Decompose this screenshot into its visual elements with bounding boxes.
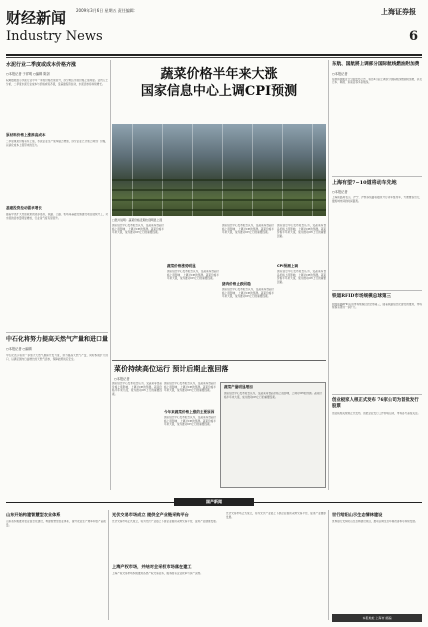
- middle-divider: [112, 360, 326, 361]
- lead-photo: [112, 124, 326, 216]
- bottom-article-4-body: 世界银行支持阳山生态林建设项目，推动区域生态环境改善和可持续发展。: [332, 520, 418, 523]
- lead-col-4: 国家信息中心发布报告认为，受蔬菜等食品价格上涨影响，上调对CPI的预测。蔬菜价格半年来大涨，成为推动CPI上行的重要因素。: [277, 224, 326, 238]
- left-article-1-sub1: 原材料价格上涨推高成本: [6, 133, 46, 137]
- lead-sub-3: CPI预测上调: [277, 264, 298, 268]
- lead-headline-1: 蔬菜价格半年来大涨: [160, 67, 278, 82]
- bottom-article-1-body: 山东省积极推进农业信息化建设，构建智慧型农业体系，提升农业生产效率和农产品质量。: [6, 520, 106, 527]
- bottom-divider-1: [108, 510, 109, 620]
- left-article-1-sub2: 基建投资拉动需求增长: [6, 206, 42, 210]
- middle-sub-1: 今年来蔬菜价格上涨的主要原因: [164, 410, 215, 414]
- right-article-4-body: 创业板相关规则正式发布，首批企业发行工作即将启动，市场各方高度关注。: [332, 412, 421, 416]
- middle-article-byline: ○本报记者: [114, 377, 130, 381]
- bottom-article-2-cont: 光伏交易市场正式成立，将为光伏产业链上下游企业提供采购交易平台，促进产业健康发展。: [226, 512, 326, 519]
- section-banner: 国产新闻: [174, 498, 254, 506]
- right-article-2-body: 上海铁路局表示，沪宁、沪杭等线路将陆续开行动车组列车，方便旅客出行，缩短城市间的时间距离。: [332, 196, 422, 203]
- lead-sub-1: 蔬菜价格涨势明显: [167, 264, 196, 268]
- right-divider-3: [332, 394, 422, 395]
- bottom-article-3: [112, 564, 222, 620]
- middle-article-headline: 菜价持续高位运行 预计后期止涨回落: [114, 364, 229, 373]
- section-title: 财经新闻: [6, 9, 67, 27]
- bottom-article-1-headline: 山东开始构建智慧型农业体系: [6, 512, 61, 517]
- right-article-3-body: 我国铁路RFID应用市场规模位居全球第三，随着铁路信息化建设的推进，市场规模有望进一步扩大。: [332, 302, 422, 310]
- lead-headline-block: [114, 64, 324, 124]
- right-article-2-byline: ○本报记者: [332, 190, 348, 194]
- middle-col-2: 国家信息中心发布报告认为，受蔬菜等食品价格上涨影响，上调对CPI的预测。蔬菜价格半年来大涨，成为推动CPI上行的重要因素。: [164, 416, 216, 427]
- footer-note-box: [332, 614, 422, 622]
- column-divider-right: [328, 60, 329, 490]
- right-article-2: [332, 180, 422, 288]
- left-article-2-headline: 中石化将努力提高天然气产量和进口量: [6, 336, 109, 343]
- bottom-article-2-body: 光伏交易市场正式成立，将为光伏产业链上下游企业提供采购交易平台，促进产业健康发展。: [112, 520, 219, 523]
- middle-sub-2: 蔬菜产量明显增加: [224, 385, 253, 389]
- paper-name: 上海证券报: [381, 7, 416, 16]
- middle-box-body: 国家信息中心发布报告认为，受蔬菜等食品价格上涨影响，上调对CPI的预测。蔬菜价格半年来大涨，成为推动CPI上行的重要因素。: [224, 392, 322, 399]
- right-article-4: [332, 398, 422, 488]
- right-article-3-headline: 铁道RFID市场规模总球第三: [332, 294, 392, 299]
- right-divider-2: [332, 290, 422, 291]
- middle-boxout: [220, 382, 326, 488]
- date-line: 2009年3月6日 星期五 责任编辑：: [76, 8, 138, 13]
- footer-note: 本报地址 上海市 邮编: [362, 616, 392, 620]
- header-rule: [6, 54, 422, 56]
- bottom-article-1: [6, 512, 106, 620]
- lead-col-3: 国家信息中心发布报告认为，受蔬菜等食品价格上涨影响，上调对CPI的预测。蔬菜价格半年来大涨，成为推动CPI上行的重要因素。: [222, 224, 274, 235]
- left-article-2-byline: ○本报记者 ○编辑: [6, 347, 32, 351]
- column-divider-left: [110, 60, 111, 490]
- left-article-1-body3: 随着中央扩大内需政策的逐步落实，铁路、公路、机场等基础设施建设项目陆续开工，对水泥的需求量明显增加，行业景气度有望回升。: [6, 213, 108, 220]
- lead-col-3b: 国家信息中心发布报告认为，受蔬菜等食品价格上涨影响，上调对CPI的预测。蔬菜价格半年来大涨，成为推动CPI上行的重要因素。: [222, 288, 274, 299]
- right-article-4-headline: 创业板家人根正式发布 76家公司为首批发行股票: [332, 398, 419, 410]
- left-article-1-byline: ○本报记者 于祥明 ○编辑 陈剑: [6, 72, 50, 76]
- masthead: [6, 3, 422, 55]
- right-divider-1: [332, 176, 422, 177]
- right-article-1-headline: 东航、国航將上调部分国际航线燃油附加费: [332, 62, 420, 67]
- lead-sub-2: 猪肉价格止跌回稳: [222, 282, 251, 286]
- lead-col-4b: 国家信息中心发布报告认为，受蔬菜等食品价格上涨影响，上调对CPI的预测。蔬菜价格半年来大涨，成为推动CPI上行的重要因素。: [277, 270, 326, 284]
- page-number: 6: [408, 29, 418, 44]
- right-article-2-headline: 上海有望7~10道将动车先地: [332, 180, 397, 186]
- bottom-article-3-body: 上海产权交易市场积极推进各类产权交易业务，服务国有企业改革与资产流转。: [112, 572, 203, 575]
- left-article-2: [6, 336, 108, 486]
- bottom-divider-2: [328, 510, 329, 620]
- lead-col-1: 国家信息中心发布报告认为，受蔬菜等食品价格上涨影响，上调对CPI的预测。蔬菜价格半年来大涨，成为推动CPI上行的重要因素。: [112, 224, 164, 235]
- bottom-article-2: [112, 512, 222, 562]
- left-divider: [6, 332, 108, 333]
- left-article-1-body2: 二季度煤炭价格有所上涨，水泥企业生产成本随之增加，部分企业已计划上调出厂价格，以消化成本上涨带来的压力。: [6, 140, 108, 147]
- middle-col-1: 国家信息中心发布报告认为，受蔬菜等食品价格上涨影响，上调对CPI的预测。蔬菜价格半年来大涨，成为推动CPI上行的重要因素。: [112, 382, 162, 396]
- lead-col-2: 国家信息中心发布报告认为，受蔬菜等食品价格上涨影响，上调对CPI的预测。蔬菜价格半年来大涨，成为推动CPI上行的重要因素。: [167, 270, 219, 281]
- photo-caption: □图片说明：蔬菜价格近期出现明显上涨: [112, 218, 163, 222]
- bottom-article-2-headline: 光伏交易市场成立 提供全产业链采购平台: [112, 512, 189, 517]
- right-article-3: [332, 294, 422, 392]
- header-rule-thin: [6, 57, 422, 58]
- bottom-article-4: [332, 512, 422, 612]
- left-article-1-body: 权威数据显示水泥行业今年一季度价格出现回升，部分地区水泥价格上涨明显。业内人士分析，二季度水泥行业成本与价格或将齐涨，受基建投资拉动，水泥需求将持续增长。: [6, 79, 108, 86]
- section-subtitle: Industry News: [6, 29, 103, 44]
- left-article-1: [6, 62, 108, 330]
- bottom-article-4-headline: 世行给阳山示生态情林建设: [332, 512, 383, 517]
- right-article-1-body: 东航和国航近日分别发布公告，将自4月起上调部分国际航线燃油附加费，涉及日本、韩国、东南亚等多条航线。: [332, 77, 422, 85]
- left-article-2-body: 中石化表示将进一步加大天然气勘探开发力度，努力提高天然气产量，同时积极扩大进口，以满足国内日益增长的天然气需求，保障能源供应安全。: [6, 354, 108, 361]
- bottom-article-3-headline: 上海产权市场，并结对全采权市场落在建工: [112, 564, 192, 569]
- right-article-1: [332, 62, 422, 174]
- lead-body: [112, 224, 326, 358]
- right-article-1-byline: ○本报记者: [332, 71, 348, 76]
- left-article-1-headline: 水泥行业二季度或成本价格齐涨: [6, 62, 77, 68]
- middle-col-2a: 国家信息中心发布报告认为，受蔬菜等食品价格上涨影响，上调对CPI的预测。蔬菜价格半年来大涨，成为推动CPI上行的重要因素。: [164, 382, 216, 393]
- lead-headline-2: 国家信息中心上调CPI预测: [140, 84, 298, 99]
